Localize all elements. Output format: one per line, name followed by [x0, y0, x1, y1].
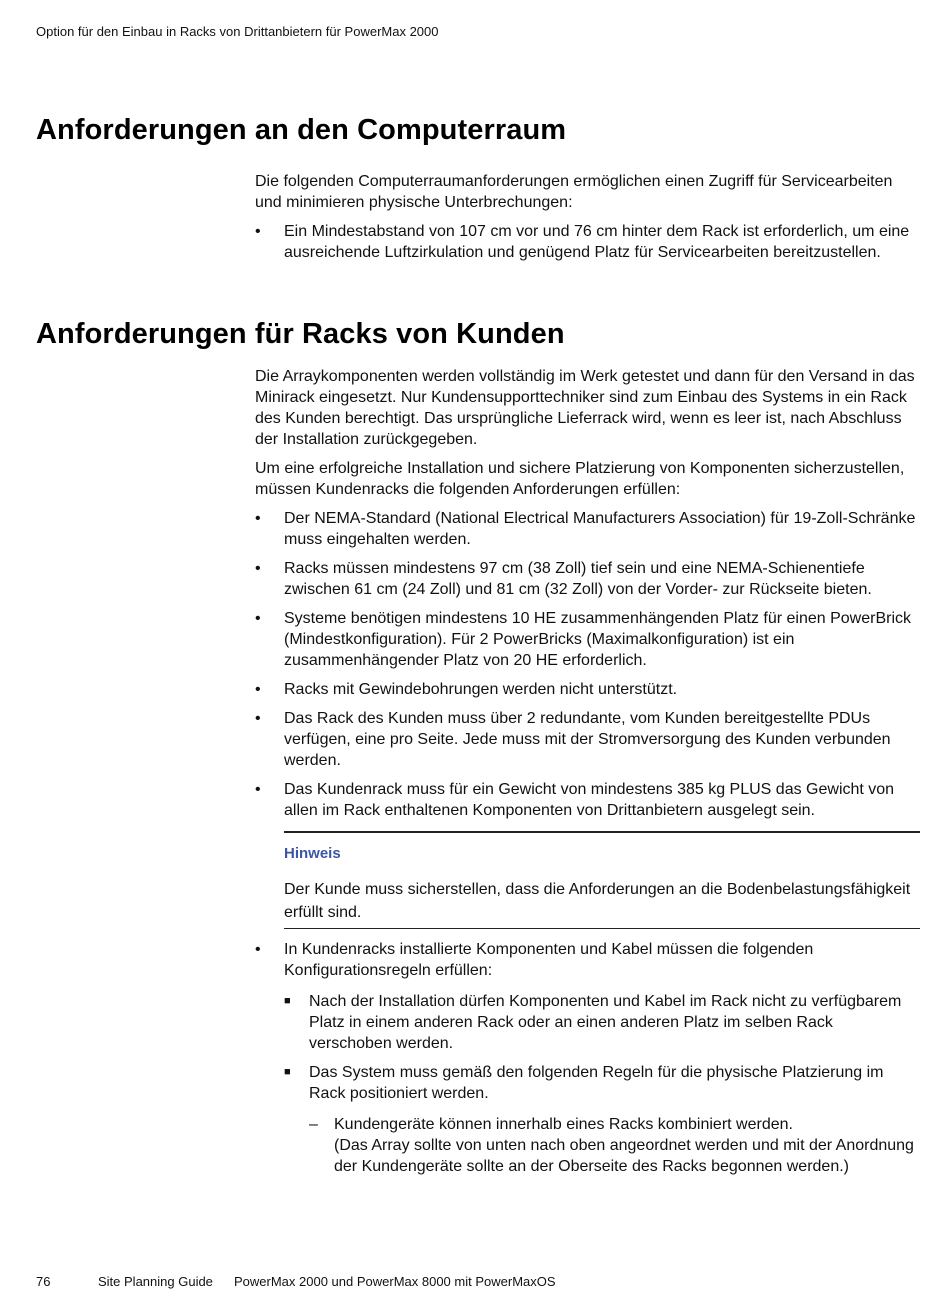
dash-bullet-icon: – [309, 1116, 318, 1133]
bullet-icon: • [255, 223, 261, 240]
square-bullet-icon: ■ [284, 995, 291, 1007]
subsub-list [309, 1114, 920, 1177]
bullet-icon: • [255, 560, 261, 577]
bullet-icon: • [255, 781, 261, 798]
note-body: Der Kunde muss sicherstellen, dass die Anforderungen an die Bodenbelastungsfähigkeit erfüllt sind. [284, 881, 911, 921]
paragraph: Um eine erfolgreiche Installation und sichere Platzierung von Komponenten sicherzustellen, müssen Kundenracks die folgenden Anforderungen erfüllen: [255, 460, 905, 498]
footer-guide-title: Site Planning Guide [98, 1274, 213, 1289]
sub-list-item: ■ Das System muss gemäß den folgenden Regeln für die physische Platzierung im Rack positioniert werden. – Kundengeräte können innerhalb eines Racks kombiniert werden. (Das Array sollte von unten nach oben angeordnet werden und mit der Anordnung der Kundengeräte sollte an der Oberseite des Racks begonnen werden.) [284, 1062, 920, 1177]
running-header: Option für den Einbau in Racks von Drittanbietern für PowerMax 2000 [36, 24, 439, 39]
list-item: • Das Rack des Kunden muss über 2 redundante, vom Kunden bereitgestellte PDUs verfügen, eine pro Seite. Jede muss mit der Stromversorgung des Kunden verbunden werden. [255, 710, 891, 769]
section-computerraum-body [255, 171, 920, 271]
footer-product-title: PowerMax 2000 und PowerMax 8000 mit PowerMaxOS [234, 1274, 556, 1289]
note-title: Hinweis [284, 845, 341, 862]
sub-list [284, 991, 920, 1177]
sub-list-item: ■ Nach der Installation dürfen Komponenten und Kabel im Rack nicht zu verfügbarem Platz in einem anderen Rack oder an einen anderen Platz im selben Rack verschoben werden. [284, 993, 902, 1052]
section-racks-body [255, 366, 920, 1185]
list-item: • Systeme benötigen mindestens 10 HE zusammenhängenden Platz für einen PowerBrick (Mindestkonfiguration). Für 2 PowerBricks (Maximalkonfiguration) ist ein zusammenhängender Platz von 20 HE erforderlich. [255, 610, 912, 669]
list-item: • Der NEMA-Standard (National Electrical Manufacturers Association) für 19-Zoll-Schränke muss eingehalten werden. [255, 510, 916, 548]
bullet-icon: • [255, 610, 261, 627]
bullet-icon: • [255, 710, 261, 727]
list-item: • Racks müssen mindestens 97 cm (38 Zoll) tief sein und eine NEMA-Schienentiefe zwischen 61 cm (24 Zoll) und 81 cm (32 Zoll) von der Vorder- zur Rückseite bieten. [255, 560, 872, 598]
section-heading-computerraum: Anforderungen an den Computerraum [36, 114, 567, 146]
bullet-icon: • [255, 681, 261, 698]
bullet-icon: • [255, 941, 261, 958]
section-heading-racks: Anforderungen für Racks von Kunden [36, 318, 565, 350]
page-number: 76 [36, 1274, 51, 1289]
list-item: • Ein Mindestabstand von 107 cm vor und 76 cm hinter dem Rack ist erforderlich, um eine ausreichende Luftzirkulation und genügend Platz für Servicearbeiten bereitzustellen. [255, 223, 910, 261]
square-bullet-icon: ■ [284, 1066, 291, 1078]
paragraph: Die Arraykomponenten werden vollständig im Werk getestet und dann für den Versand in das Minirack eingesetzt. Nur Kundensupporttechniker sind zum Einbau des Systems in ein Rack des Kunden berechtigt. Das ursprüngliche Lieferrack wird, wenn es leer ist, nach Abschluss der Installation zurückgegeben. [255, 368, 915, 448]
config-list [255, 939, 920, 1177]
subsub-list-item: – Kundengeräte können innerhalb eines Racks kombiniert werden. (Das Array sollte von unten nach oben angeordnet werden und mit der Anordnung der Kundengeräte sollte an der Oberseite des Racks begonnen werden.) [309, 1116, 914, 1175]
requirements-list [255, 508, 920, 821]
bullet-icon: • [255, 510, 261, 527]
intro-paragraph: Die folgenden Computerraumanforderungen ermöglichen einen Zugriff für Servicearbeiten und minimieren physische Unterbrechungen: [255, 173, 893, 211]
list-item: • In Kundenracks installierte Komponenten und Kabel müssen die folgenden Konfigurationsregeln erfüllen: ■ Nach der Installation dürfen Komponenten und Kabel im Rack nicht zu verfügbarem Platz in einem anderen Rack oder an einen anderen Platz im selben Rack verschoben werden. ■ Das System muss gemäß den folgenden Regeln für die physische Platzierung im Rack positioniert werden. – Kundengeräte können innerhalb eines Racks kombiniert werden. (Das Array sollte von unten nach oben angeordnet werden und mit der Anordnung der Kundengeräte sollte an der Oberseite des Racks begonnen werden.) [255, 939, 920, 1177]
list-item: • Das Kundenrack muss für ein Gewicht von mindestens 385 kg PLUS das Gewicht von allen im Rack enthaltenen Komponenten von Drittanbietern ausgelegt sein. [255, 781, 895, 819]
bullet-list [255, 221, 920, 263]
list-item: • Racks mit Gewindebohrungen werden nicht unterstützt. [255, 681, 678, 698]
note-box [284, 831, 920, 929]
